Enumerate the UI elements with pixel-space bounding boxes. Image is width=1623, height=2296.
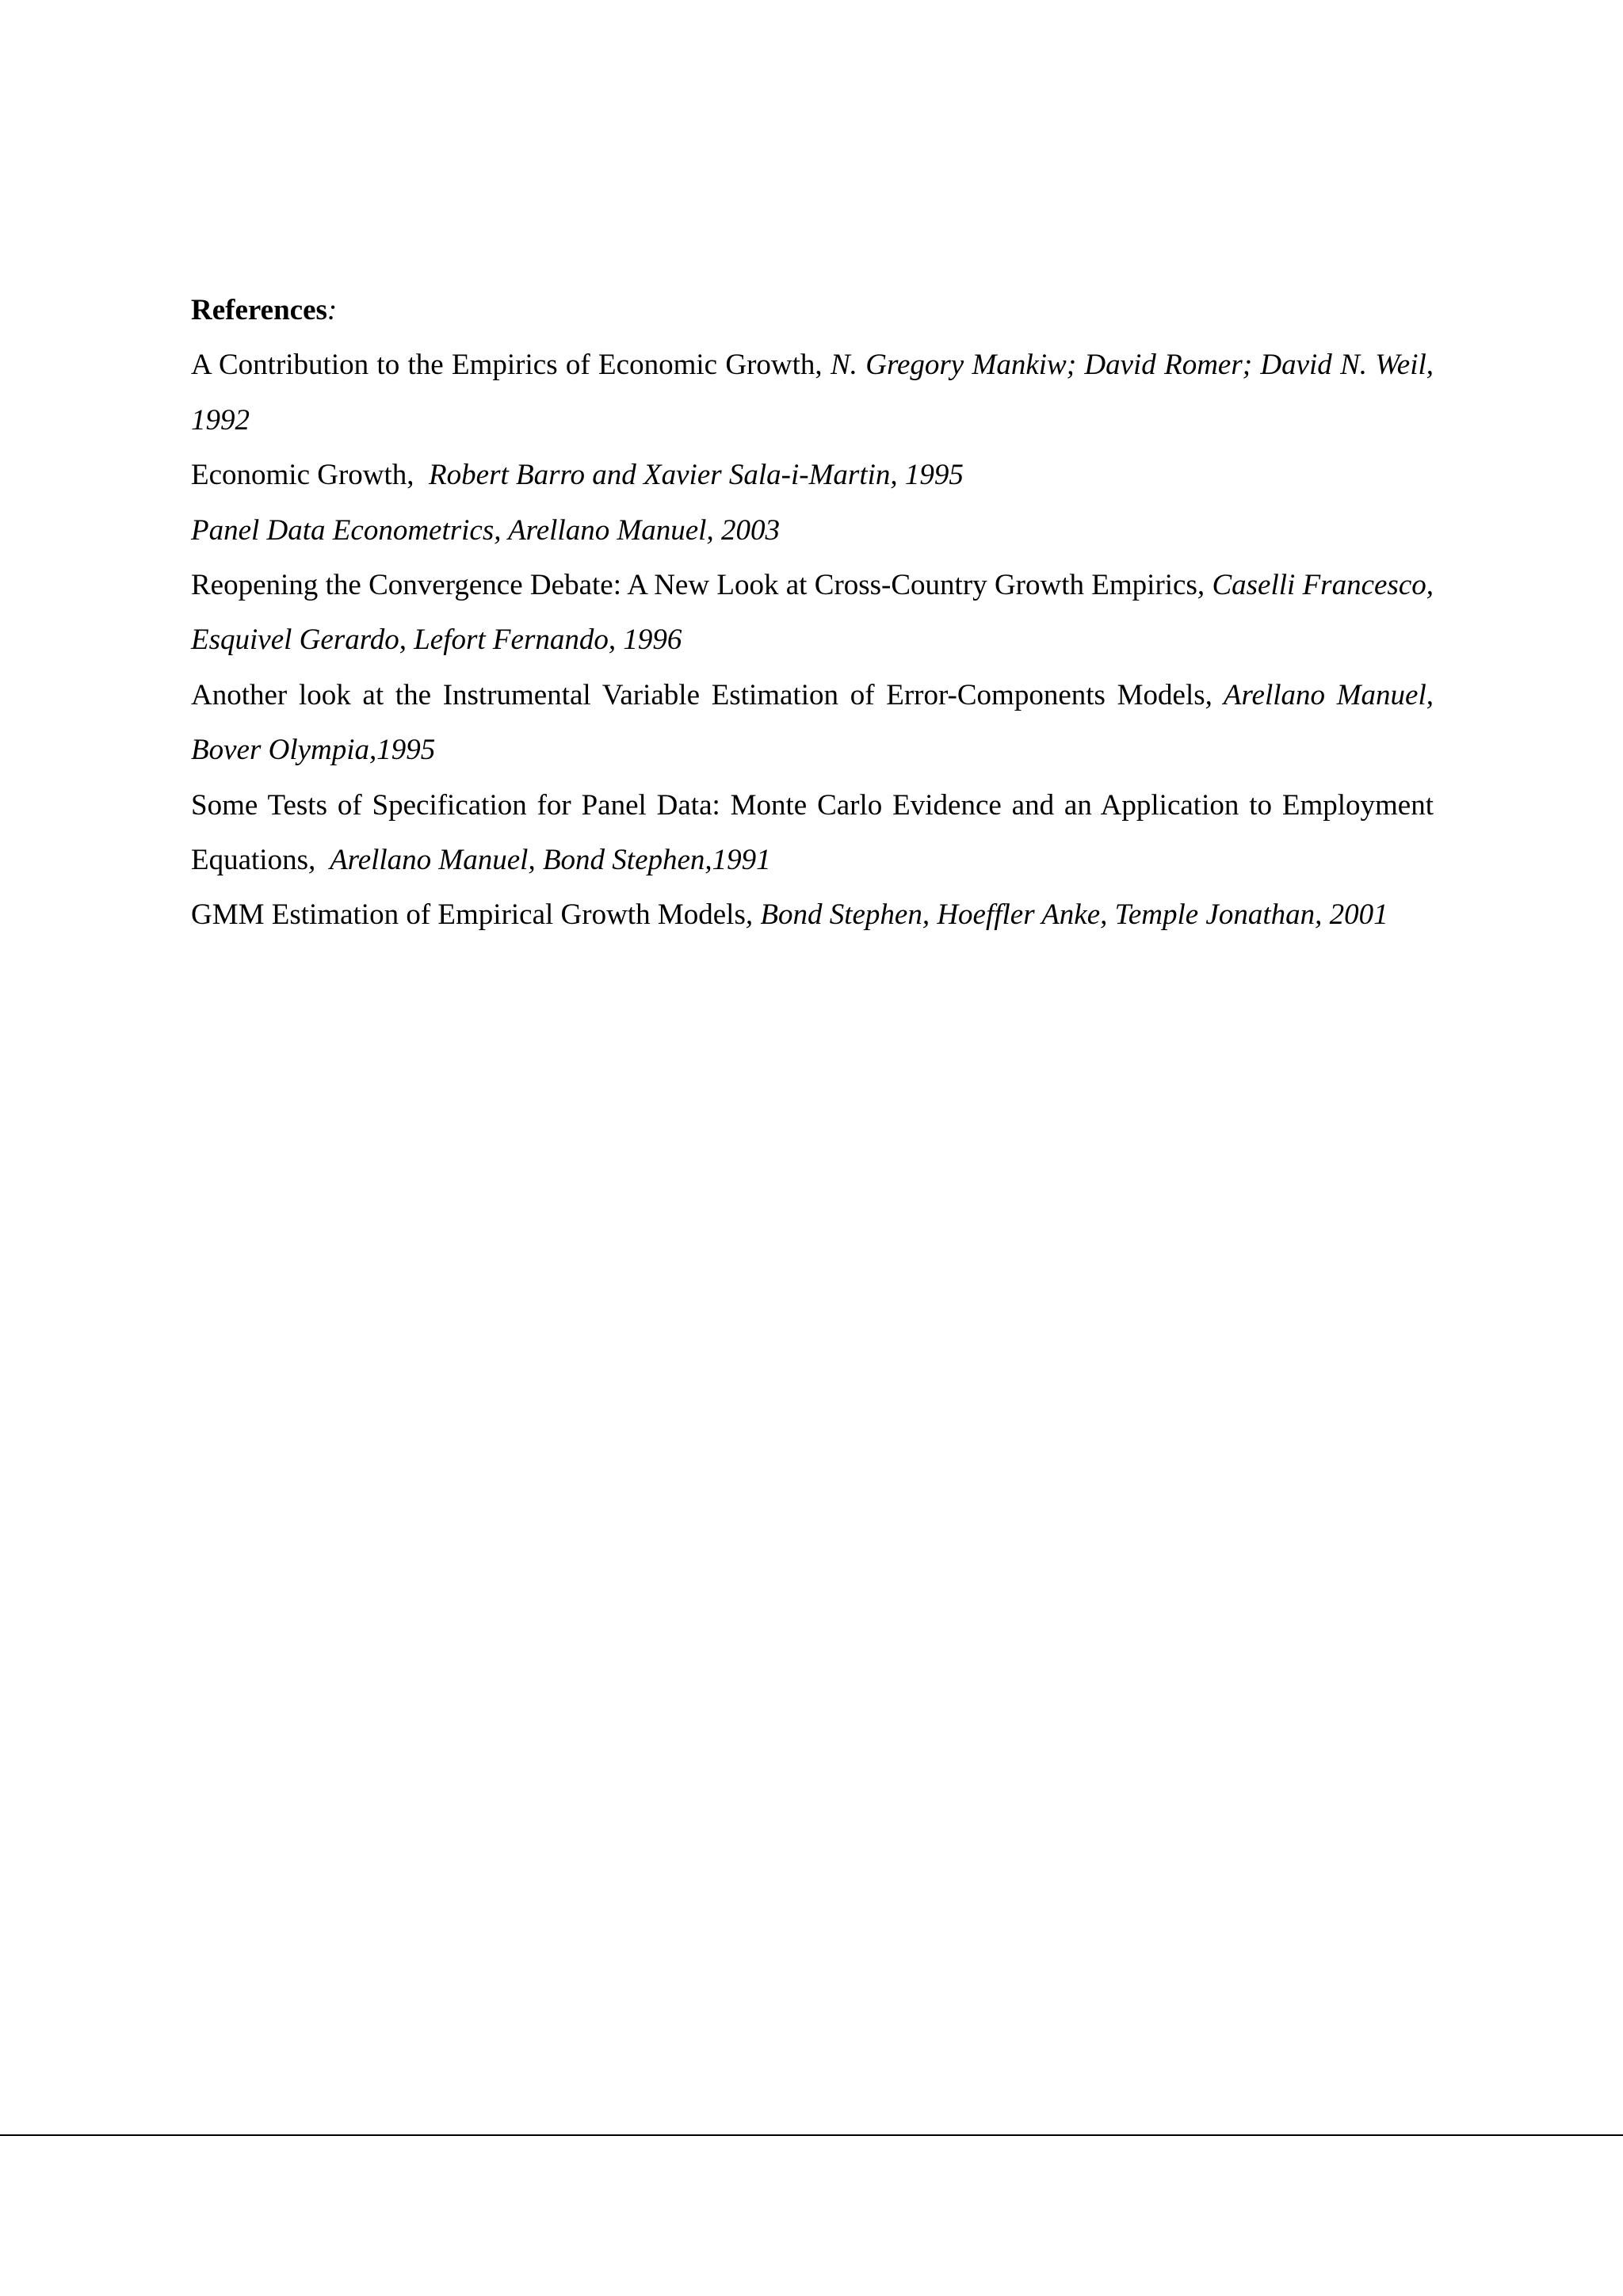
reference-item xyxy=(191,338,1434,448)
references-heading-colon: : xyxy=(327,294,338,326)
references-section xyxy=(191,283,1442,943)
reference-authors: , Arellano Manuel, Bover Olympia,1995 xyxy=(191,678,1434,767)
reference-item xyxy=(191,503,1434,558)
reference-item xyxy=(191,448,1434,502)
references-heading-label: References xyxy=(191,294,327,326)
references-heading xyxy=(191,283,1434,338)
reference-item xyxy=(191,668,1434,778)
reference-authors: , Arellano Manuel, Bond Stephen,1991 xyxy=(307,844,771,877)
reference-title: A Contribution to the Empirics of Economic Growth, xyxy=(191,349,823,382)
reference-authors: Robert Barro and Xavier Sala-i-Martin, 1995 xyxy=(414,459,964,492)
reference-title: Reopening the Convergence Debate: A New Look at Cross-Country Growth Empirics xyxy=(191,569,1197,602)
reference-authors: N. Gregory Mankiw; David Romer; David N. Weil, 1992 xyxy=(191,349,1434,437)
reference-authors: , Bond Stephen, Hoeffler Anke, Temple Jonathan, 2001 xyxy=(745,898,1388,932)
reference-title: GMM Estimation of Empirical Growth Models xyxy=(191,898,746,932)
footer-divider xyxy=(0,2134,1623,2136)
reference-title: Some Tests of Specification for Panel Data: Monte Carlo Evidence and an Application to Employment Equations xyxy=(191,788,1442,877)
reference-item xyxy=(191,778,1442,888)
reference-title: Economic Growth, xyxy=(191,459,414,492)
reference-authors: , Caselli Francesco, Esquivel Gerardo, Lefort Fernando, 1996 xyxy=(191,569,1434,657)
reference-item xyxy=(191,558,1434,668)
reference-item xyxy=(191,887,1434,942)
reference-authors: Panel Data Econometrics, Arellano Manuel, 2003 xyxy=(191,513,780,547)
reference-title: Another look at the Instrumental Variable Estimation of Error-Components Models xyxy=(191,678,1205,711)
